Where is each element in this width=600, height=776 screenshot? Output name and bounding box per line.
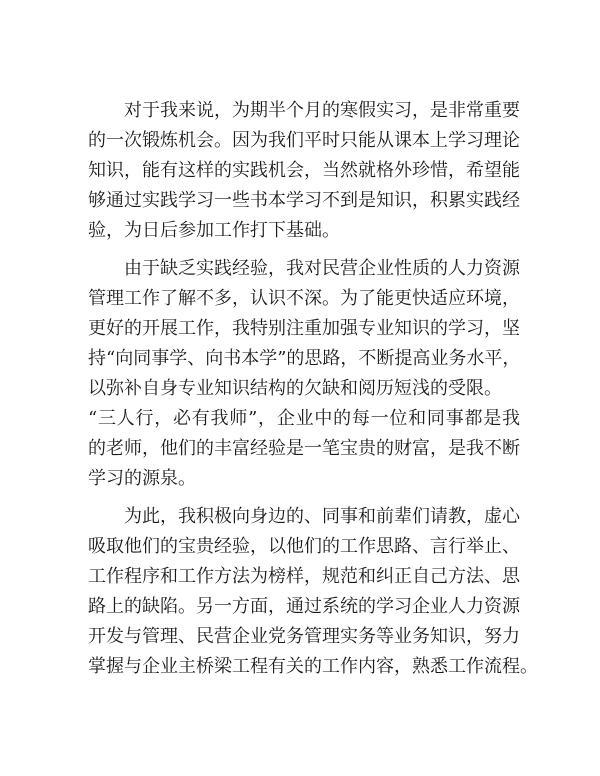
- paragraph-line: 验，为日后参加工作打下基础。: [88, 220, 340, 241]
- paragraph-3: [88, 502, 538, 682]
- paragraph-line: 的老师，他们的丰富经验是一笔宝贵的财富，是我不断: [88, 438, 520, 459]
- paragraph-1: [88, 96, 520, 246]
- paragraph-line: 的一次锻炼机会。因为我们平时只能从课本上学习理论: [88, 130, 520, 151]
- paragraph-line: 吸取他们的宝贵经验，以他们的工作思路、言行举止、: [88, 536, 520, 557]
- paragraph-line: 够通过实践学习一些书本学习不到是知识，积累实践经: [88, 190, 520, 211]
- paragraph-line: 知识，能有这样的实践机会，当然就格外珍惜，希望能: [88, 160, 520, 181]
- paragraph-line: 持“向同事学、向书本学”的思路，不断提高业务水平，: [88, 348, 521, 369]
- paragraph-line: 开发与管理、民营企业党务管理实务等业务知识，努力: [88, 626, 520, 647]
- paragraph-line: 更好的开展工作，我特别注重加强专业知识的学习，坚: [88, 318, 520, 339]
- paragraph-line: 对于我来说，为期半个月的寒假实习，是非常重要: [124, 100, 520, 121]
- paragraph-line: 学习的源泉。: [88, 468, 196, 489]
- paragraph-line: 掌握与企业主桥梁工程有关的工作内容，熟悉工作流程。: [88, 656, 538, 677]
- paragraph-line: 工作程序和工作方法为榜样，规范和纠正自己方法、思: [88, 566, 520, 587]
- document-body: [88, 96, 538, 682]
- paragraph-line: 以弥补自身专业知识结构的欠缺和阅历短浅的受限。: [88, 378, 502, 399]
- paragraph-line: 管理工作了解不多，认识不深。为了能更快适应环境，: [88, 288, 520, 309]
- paragraph-2: [88, 254, 520, 494]
- paragraph-line: 为此，我积极向身边的、同事和前辈们请教，虚心: [124, 506, 520, 527]
- paragraph-line: “三人行，必有我师”，企业中的每一位和同事都是我: [88, 408, 520, 429]
- paragraph-line: 路上的缺陷。另一方面，通过系统的学习企业人力资源: [88, 596, 520, 617]
- paragraph-line: 由于缺乏实践经验，我对民营企业性质的人力资源: [124, 258, 520, 279]
